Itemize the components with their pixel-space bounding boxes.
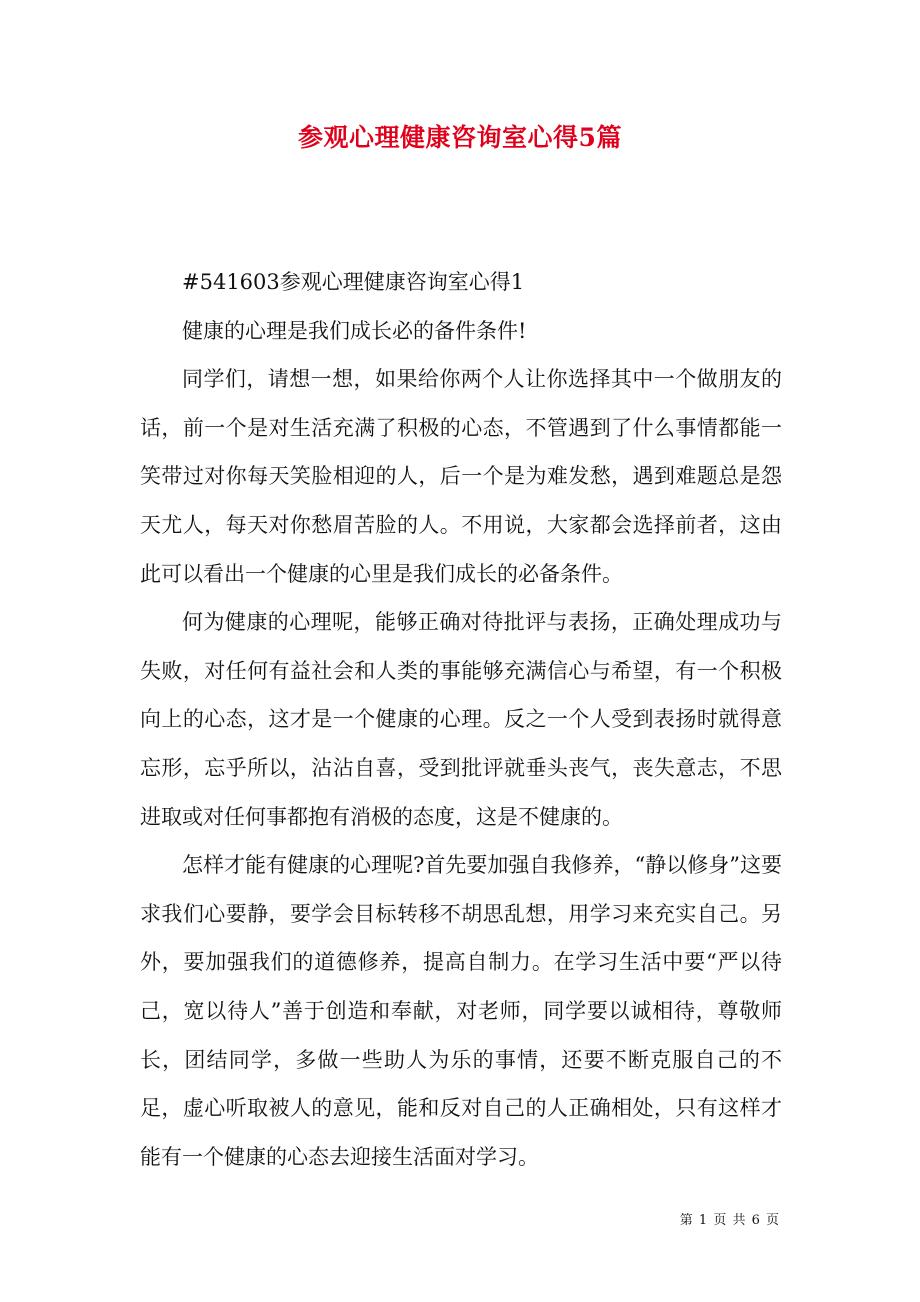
paragraph-definition: 何为健康的心理呢，能够正确对待批评与表扬，正确处理成功与失败，对任何有益社会和人类的事能够充满信心与希望，有一个积极向上的心态，这才是一个健康的心理。反之一个人受到表扬时就得意忘形，忘乎所以，沾沾自喜，受到批评就垂头丧气，丧失意志，不思进取或对任何事都抱有消极的态度，这是不健康的。 (140, 610, 782, 829)
paragraph-choice: 同学们，请想一想，如果给你两个人让你选择其中一个做朋友的话，前一个是对生活充满了积极的心态，不管遇到了什么事情都能一笑带过对你每天笑脸相迎的人，后一个是为难发愁，遇到难题总是怨天尤人，每天对你愁眉苦脸的人。不用说，大家都会选择前者，这由此可以看出一个健康的心里是我们成长的必备条件。 (140, 367, 782, 586)
document-title: 参观心理健康咨询室心得5篇 (298, 123, 622, 152)
paragraph-how-to: 怎样才能有健康的心理呢?首先要加强自我修养，“静以修身”这要求我们心要静，要学会目标转移不胡思乱想，用学习来充实自己。另外，要加强我们的道德修养，提高自制力。在学习生活中要“严以待己，宽以待人”善于创造和奉献，对老师，同学要以诚相待，尊敬师长，团结同学，多做一些助人为乐的事情，还要不断克服自己的不足，虚心听取被人的意见，能和反对自己的人正确相处，只有这样才能有一个健康的心态去迎接生活面对学习。 (140, 853, 782, 1169)
paragraph-heading: #541603参观心理健康咨询室心得1 (182, 270, 525, 294)
paragraph-intro: 健康的心理是我们成长必的备件条件! (182, 318, 527, 343)
page-number: 第 1 页 共 6 页 (679, 1213, 780, 1228)
document-body (140, 258, 782, 1181)
